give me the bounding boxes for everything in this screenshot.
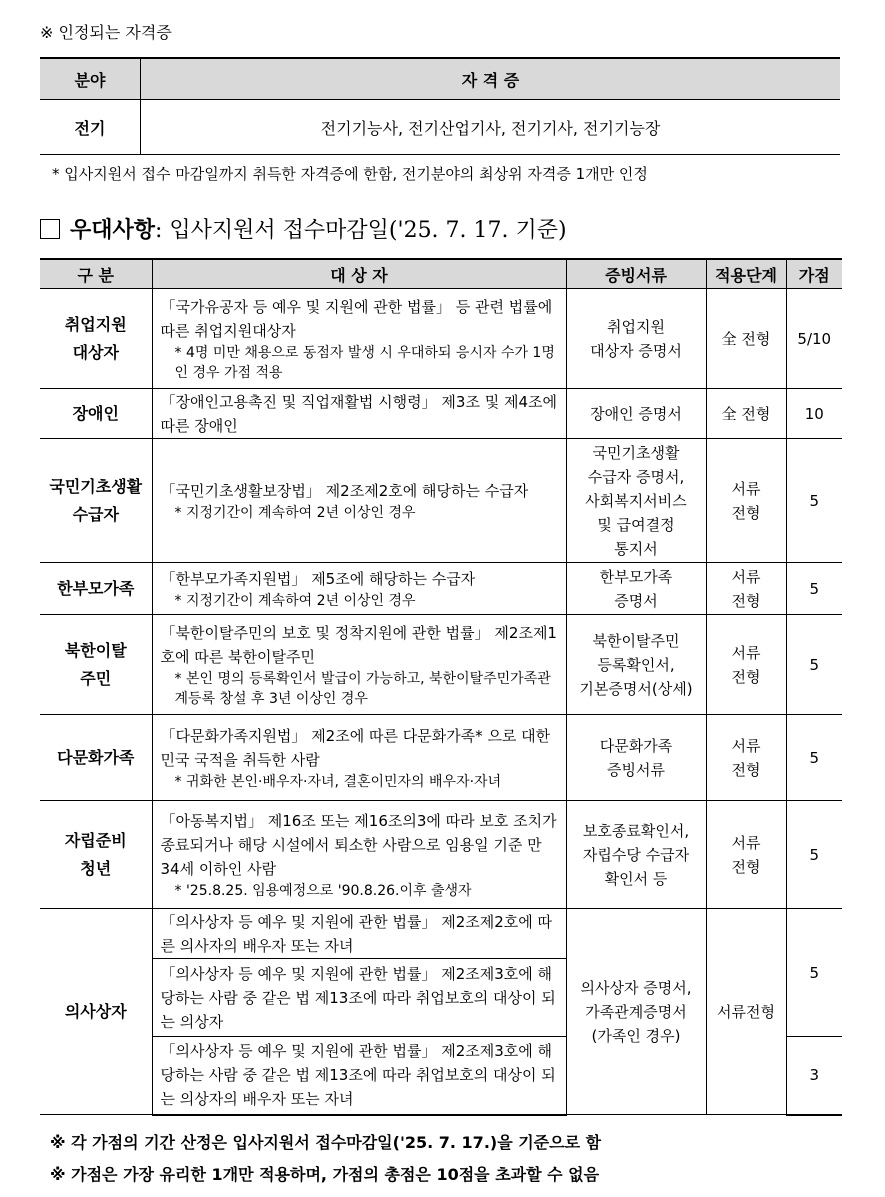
category-cell: 의사상자 (40, 909, 152, 1115)
qualification-note-title: ※ 인정되는 자격증 (40, 23, 172, 42)
stage-cell: 서류 전형 (706, 615, 786, 715)
target-cell (152, 289, 566, 389)
category-cell: 북한이탈 주민 (40, 615, 152, 715)
stage-cell: 서류 전형 (706, 715, 786, 801)
category-cell: 국민기초생활 수급자 (40, 439, 152, 563)
points-cell: 5 (786, 615, 842, 715)
header-certs: 자 격 증 (141, 58, 841, 100)
points-cell: 5/10 (786, 289, 842, 389)
table-row (40, 801, 842, 909)
table-row (40, 389, 842, 439)
table-row (40, 100, 840, 155)
points-cell: 5 (786, 439, 842, 563)
target-cell (152, 389, 566, 439)
category-cell: 자립준비 청년 (40, 801, 152, 909)
header-stage: 적용단계 (706, 259, 786, 289)
document-cell: 보호종료확인서, 자립수당 수급자 확인서 등 (566, 801, 706, 909)
target-subnote: * '25.8.25. 임용예정으로 '90.8.26.이후 출생자 (174, 882, 472, 899)
target-text: 「한부모가족지원법」 제5조에 해당하는 수급자 (160, 569, 476, 588)
header-points: 가점 (786, 259, 842, 289)
stage-cell: 全 전형 (706, 389, 786, 439)
points-cell: 5 (786, 563, 842, 615)
target-cell (152, 563, 566, 615)
target-subnote: * 지정기간이 계속하여 2년 이상인 경우 (174, 592, 416, 609)
target-cell: 「의사상자 등 예우 및 지원에 관한 법률」 제2조제3호에 해당하는 사람 중 같은 법 제13조에 따라 취업보호의 대상이 되는 의상자의 배우자 또는 자녀 (152, 1037, 566, 1115)
points-cell: 5 (786, 801, 842, 909)
document-cell: 다문화가족 증빙서류 (566, 715, 706, 801)
category-cell: 취업지원 대상자 (40, 289, 152, 389)
points-cell: 10 (786, 389, 842, 439)
field-cell: 전기 (40, 100, 141, 155)
target-subnote: * 귀화한 본인·배우자·자녀, 결혼이민자의 배우자·자녀 (174, 773, 502, 790)
section-title (40, 213, 567, 244)
table-row (40, 439, 842, 563)
footnote-1: ※ 각 가점의 기간 산정은 입사지원서 접수마감일('25. 7. 17.)을 기준으로 함 (50, 1133, 602, 1152)
document-cell: 장애인 증명서 (566, 389, 706, 439)
table-row (40, 909, 842, 959)
stage-cell: 서류 전형 (706, 563, 786, 615)
stage-cell: 서류 전형 (706, 801, 786, 909)
section-title-rest: : 입사지원서 접수마감일('25. 7. 17. 기준) (155, 218, 567, 243)
points-cell: 3 (786, 1037, 842, 1115)
table-row (40, 289, 842, 389)
document-cell: 국민기초생활 수급자 증명서, 사회복지서비스 및 급여결정 통지서 (566, 439, 706, 563)
qualification-footnote: * 입사지원서 접수 마감일까지 취득한 자격증에 한함, 전기분야의 최상위 자격증 1개만 인정 (52, 165, 648, 183)
target-cell: 「의사상자 등 예우 및 지원에 관한 법률」 제2조제2호에 따른 의사자의 배우자 또는 자녀 (152, 909, 566, 959)
target-text: 「아동복지법」 제16조 또는 제16조의3에 따라 보호 조치가 종료되거나 해당 시설에서 퇴소한 사람으로 임용일 기준 만34세 이하인 사람 (160, 811, 557, 878)
target-subnote: * 지정기간이 계속하여 2년 이상인 경우 (174, 504, 416, 521)
table-row (40, 563, 842, 615)
stage-cell: 서류전형 (706, 909, 786, 1115)
document-cell: 한부모가족 증명서 (566, 563, 706, 615)
document-cell: 취업지원 대상자 증명서 (566, 289, 706, 389)
target-text: 「장애인고용촉진 및 직업재활법 시행령」 제3조 및 제4조에 따른 장애인 (160, 392, 557, 435)
points-cell: 5 (786, 715, 842, 801)
header-target: 대 상 자 (152, 259, 566, 289)
target-text: 「국민기초생활보장법」 제2조제2호에 해당하는 수급자 (160, 481, 529, 500)
target-cell (152, 715, 566, 801)
document-cell: 북한이탈주민 등록확인서, 기본증명서(상세) (566, 615, 706, 715)
preference-table (40, 258, 842, 1116)
checkbox-square-icon (40, 219, 60, 239)
target-text: 「다문화가족지원법」 제2조에 따른 다문화가족* 으로 대한민국 국적을 취득한 사람 (160, 726, 551, 769)
target-cell: 「의사상자 등 예우 및 지원에 관한 법률」 제2조제3호에 해당하는 사람 중 같은 법 제13조에 따라 취업보호의 대상이 되는 의상자 (152, 959, 566, 1037)
stage-cell: 서류 전형 (706, 439, 786, 563)
table-row (40, 615, 842, 715)
stage-cell: 全 전형 (706, 289, 786, 389)
header-field: 분야 (40, 58, 141, 100)
target-subnote: * 본인 명의 등록확인서 발급이 가능하고, 북한이탈주민가족관계등록 창설 후 3년 이상인 경우 (174, 670, 551, 707)
category-cell: 장애인 (40, 389, 152, 439)
category-cell: 다문화가족 (40, 715, 152, 801)
target-cell (152, 615, 566, 715)
category-cell: 한부모가족 (40, 563, 152, 615)
points-cell: 5 (786, 909, 842, 1037)
header-category: 구 분 (40, 259, 152, 289)
certs-cell: 전기기능사, 전기산업기사, 전기기사, 전기기능장 (141, 100, 841, 155)
target-subnote: * 4명 미만 채용으로 동점자 발생 시 우대하되 응시자 수가 1명인 경우 가점 적용 (174, 344, 555, 381)
target-text: 「국가유공자 등 예우 및 지원에 관한 법률」 등 관련 법률에 따른 취업지원대상자 (160, 297, 553, 340)
target-cell (152, 439, 566, 563)
qualification-table (40, 57, 840, 155)
target-cell (152, 801, 566, 909)
target-text: 「북한이탈주민의 보호 및 정착지원에 관한 법률」 제2조제1호에 따른 북한이탈주민 (160, 623, 557, 666)
footnote-2: ※ 가점은 가장 유리한 1개만 적용하며, 가점의 총점은 10점을 초과할 수 없음 (50, 1165, 600, 1184)
section-title-bold: 우대사항 (70, 218, 156, 243)
header-document: 증빙서류 (566, 259, 706, 289)
document-cell: 의사상자 증명서, 가족관계증명서 (가족인 경우) (566, 909, 706, 1115)
table-row (40, 715, 842, 801)
